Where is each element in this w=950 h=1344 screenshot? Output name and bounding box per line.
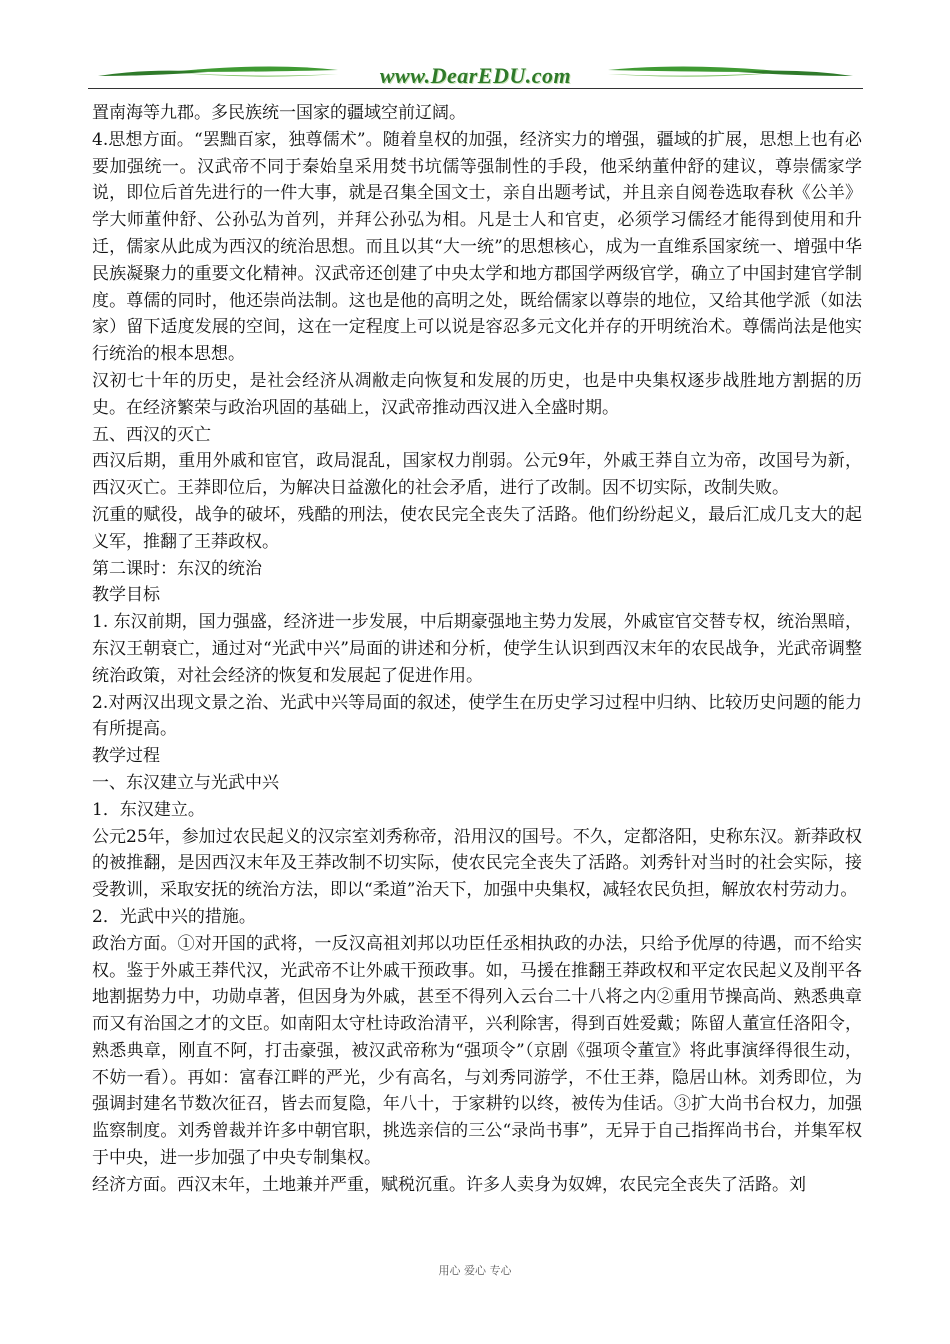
paragraph: 经济方面。西汉末年，土地兼并严重，赋税沉重。许多人卖身为奴婢，农民完全丧失了活路。刘 [92,1174,806,1195]
paragraph: 公元25年，参加过农民起义的汉宗室刘秀称帝，沿用汉的国号。不久，定都洛阳，史称东汉。新莽政权的被推翻，是因西汉末年及王莽改制不切实际，使农民完全丧失了活路。刘秀针对当时的社会实际，接受教训，采取安抚的统治方法，即以“柔道”治天下，加强中央集权，减轻农民负担，解放农村劳动力。 [92,826,862,901]
section-heading: 教学过程 [92,746,160,767]
paragraph: 政治方面。①对开国的武将，一反汉高祖刘邦以功臣任丞相执政的办法，只给予优厚的待遇，而不给实权。鉴于外戚王莽代汉，光武帝不让外戚干预政事。如，马援在推翻王莽政权和平定农民起义及削平各地割据势力中，功勋卓著，但因身为外戚，甚至不得列入云台二十八将之内②重用节操高尚、熟悉典章而又有治国之才的文臣。如南阳太守杜诗政治清平，兴利除害，得到百姓爱戴；陈留人董宣任洛阳令，熟悉典章，刚直不阿，打击豪强，被汉武帝称为“强项令”（京剧《强项令董宣》将此事演绎得很生动，不妨一看）。再如：富春江畔的严光，少有高名，与刘秀同游学，不仕王莽，隐居山林。刘秀即位，为强调封建名节数次征召，皆去而复隐，年八十，于家耕钓以终，被传为佳话。③扩大尚书台权力，加强监察制度。刘秀曾裁并许多中朝官职，挑选亲信的三公“录尚书事”，无异于自己指挥尚书台，并集军权于中央，进一步加强了中央专制集权。 [92,933,862,1169]
paragraph: 2.对两汉出现文景之治、光武中兴等局面的叙述，使学生在历史学习过程中归纳、比较历史问题的能力有所提高。 [92,692,862,740]
paragraph: 汉初七十年的历史，是社会经济从凋敝走向恢复和发展的历史，也是中央集权逐步战胜地方割据的历史。在经济繁荣与政治巩固的基础上，汉武帝推动西汉进入全盛时期。 [92,370,862,418]
subsection-heading: 2．光武中兴的措施。 [92,906,256,927]
paragraph: 沉重的赋役，战争的破坏，残酷的刑法，使农民完全丧失了活路。他们纷纷起义，最后汇成几支大的起义军，推翻了王莽政权。 [92,504,862,552]
site-header [88,58,863,94]
site-name[interactable]: www.DearEDU.com [379,63,572,88]
section-heading: 一、东汉建立与光武中兴 [92,772,279,793]
paragraph: 西汉后期，重用外戚和宦官，政局混乱，国家权力削弱。公元9年，外戚王莽自立为帝，改国号为新，西汉灭亡。王莽即位后，为解决日益激化的社会矛盾，进行了改制。因不切实际，改制失败。 [92,451,862,499]
paragraph: 1. 东汉前期，国力强盛，经济进一步发展，中后期豪强地主势力发展，外戚宦官交替专权，统治黑暗，东汉王朝衰亡，通过对“光武中兴”局面的讲述和分析，使学生认识到西汉末年的农民战争，光武帝调整统治政策，对社会经济的恢复和发展起了促进作用。 [92,612,862,686]
page-footer: 用心 爱心 专心 [438,1264,512,1277]
lesson-heading: 第二课时：东汉的统治 [92,558,262,579]
paragraph: 4.思想方面。“罢黜百家，独尊儒术”。随着皇权的加强，经济实力的增强，疆域的扩展，思想上也有必要加强统一。汉武帝不同于秦始皇采用焚书坑儒等强制性的手段，他采纳董仲舒的建议，尊崇儒家学说，即位后首先进行的一件大事，就是召集全国文士，亲自出题考试，并且亲自阅卷选取春秋《公羊》学大师董仲舒、公孙弘为首列，并拜公孙弘为相。凡是士人和官吏，必须学习儒经才能得到使用和升迁，儒家从此成为西汉的统治思想。而且以其“大一统”的思想核心，成为一直维系国家统一、增强中华民族凝聚力的重要文化精神。汉武帝还创建了中央太学和地方郡国学两级官学，确立了中国封建官学制度。尊儒的同时，他还崇尚法制。这也是他的高明之处，既给儒家以尊崇的地位，又给其他学派（如法家）留下适度发展的空间，这在一定程度上可以说是容忍多元文化并存的开明统治术。尊儒尚法是他实行统治的根本思想。 [92,129,862,365]
section-heading: 五、西汉的灭亡 [92,424,211,445]
section-heading: 教学目标 [92,585,160,606]
paragraph: 置南海等九郡。多民族统一国家的疆域空前辽阔。 [92,103,466,123]
document-body [92,100,862,1199]
header-divider [88,88,863,89]
subsection-heading: 1．东汉建立。 [92,799,205,820]
